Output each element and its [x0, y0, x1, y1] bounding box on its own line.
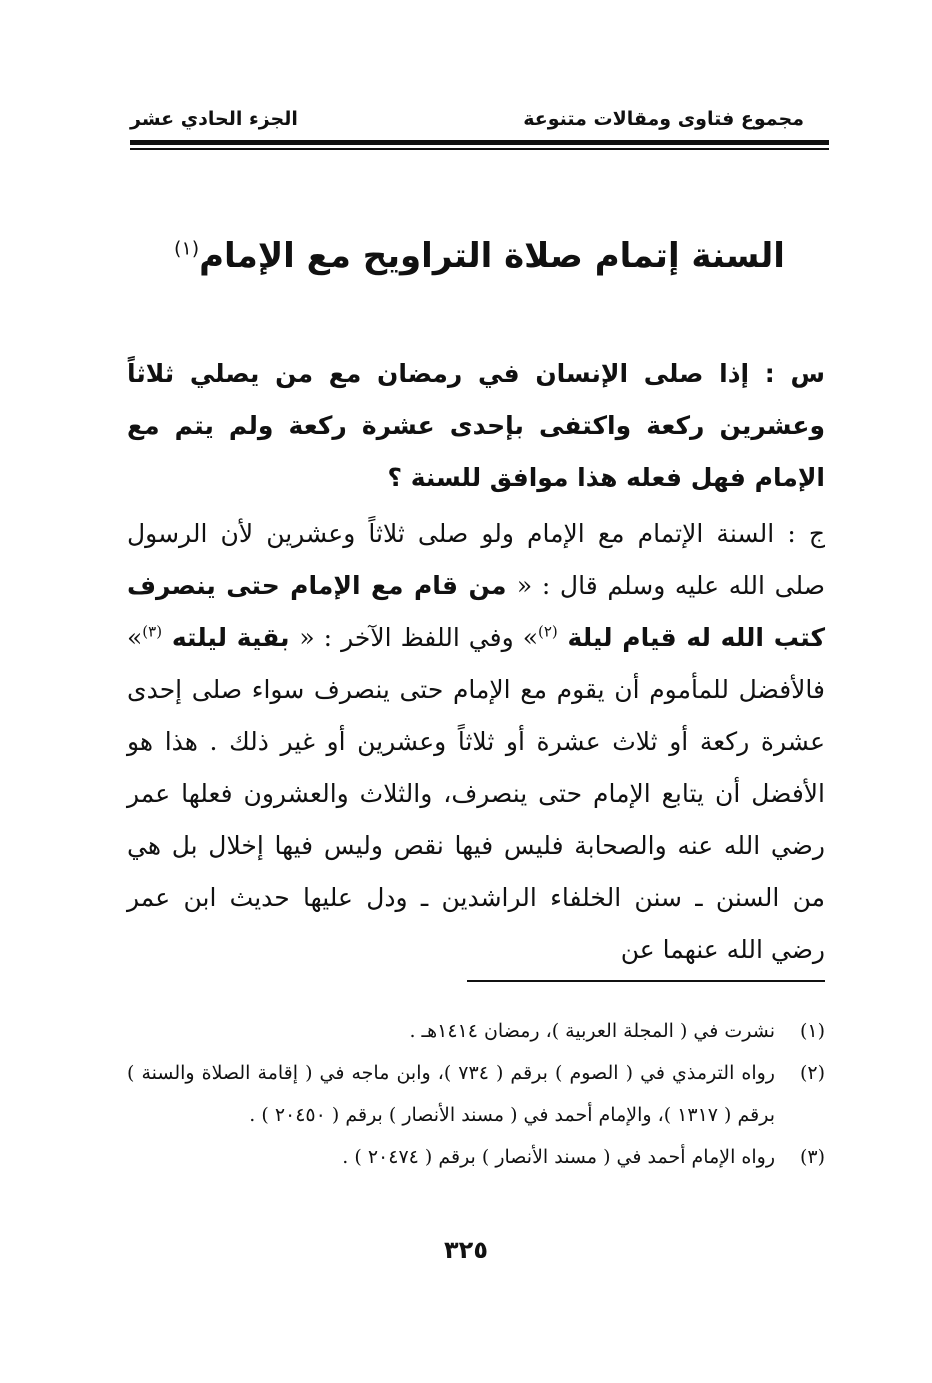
footnote-separator [467, 980, 825, 982]
header-rule-thin [130, 148, 829, 150]
footnote-ref-3: (٣) [142, 622, 163, 641]
footnote-text: نشرت في ( المجلة العربية )، رمضان ١٤١٤هـ . [409, 1020, 775, 1042]
answer-text-2: » وفي اللفظ الآخر : « [299, 623, 538, 652]
answer-text-3: » فالأفضل للمأموم أن يقوم مع الإمام حتى ينصرف سواء صلى إحدى عشرة ركعة أو ثلاث عشرة أو ثلاثاً وعشرين أو غير ذلك . هذا هو الأفضل أن يتابع الإمام حتى ينصرف، والثلاث والعشرون فعلها عمر رضي الله عنه والصحابة فليس فيها نقص وليس فيها إخلال بل هي من السنن ـ سنن الخلفاء الراشدين ـ ودل عليها حديث ابن عمر رضي الله عنهما عن [127, 623, 825, 964]
footnote-item [127, 1010, 825, 1052]
body-text [127, 348, 825, 976]
footnote-number: (١) [799, 1020, 825, 1042]
hadith-quote-2: بقية ليلته [162, 623, 300, 652]
question-paragraph: س : إذا صلى الإنسان في رمضان مع من يصلي ثلاثاً وعشرين ركعة واكتفى بإحدى عشرة ركعة ولم يتم مع الإمام فهل فعله هذا موافق للسنة ؟ [127, 359, 825, 492]
book-title: مجموع فتاوى ومقالات متنوعة [523, 108, 804, 130]
running-header [130, 108, 804, 138]
hadith-quote-1: من قام مع الإمام حتى ينصرف كتب الله له قيام ليلة [127, 571, 825, 652]
page-number: ٣٢٥ [444, 1236, 488, 1264]
footnote-item [127, 1052, 825, 1136]
footnote-text: رواه الإمام أحمد في ( مسند الأنصار ) برقم ( ٢٠٤٧٤ ) . [342, 1146, 775, 1168]
title-footnote-ref: (١) [174, 237, 200, 260]
footnotes [127, 1010, 825, 1178]
footnote-number: (٣) [799, 1146, 825, 1168]
footnote-ref-2: (٢) [537, 622, 558, 641]
footnote-number: (٢) [799, 1062, 825, 1084]
footnote-item [127, 1136, 825, 1178]
header-divider [130, 140, 829, 150]
answer-paragraph [127, 508, 825, 976]
footnote-text: رواه الترمذي في ( الصوم ) برقم ( ٧٣٤ )، وابن ماجه في ( إقامة الصلاة والسنة ) برقم ( ١٣١٧ )، والإمام أحمد في ( مسند الأنصار ) برقم ( ٢٠٤٥٠ ) . [127, 1062, 775, 1126]
page-title [130, 236, 829, 276]
volume-label: الجزء الحادي عشر [130, 108, 298, 130]
answer-text-1: ج : السنة الإتمام مع الإمام ولو صلى ثلاثاً وعشرين لأن الرسول صلى الله عليه وسلم قال : « [127, 519, 825, 600]
page-title-text: السنة إتمام صلاة التراويح مع الإمام [199, 236, 785, 276]
